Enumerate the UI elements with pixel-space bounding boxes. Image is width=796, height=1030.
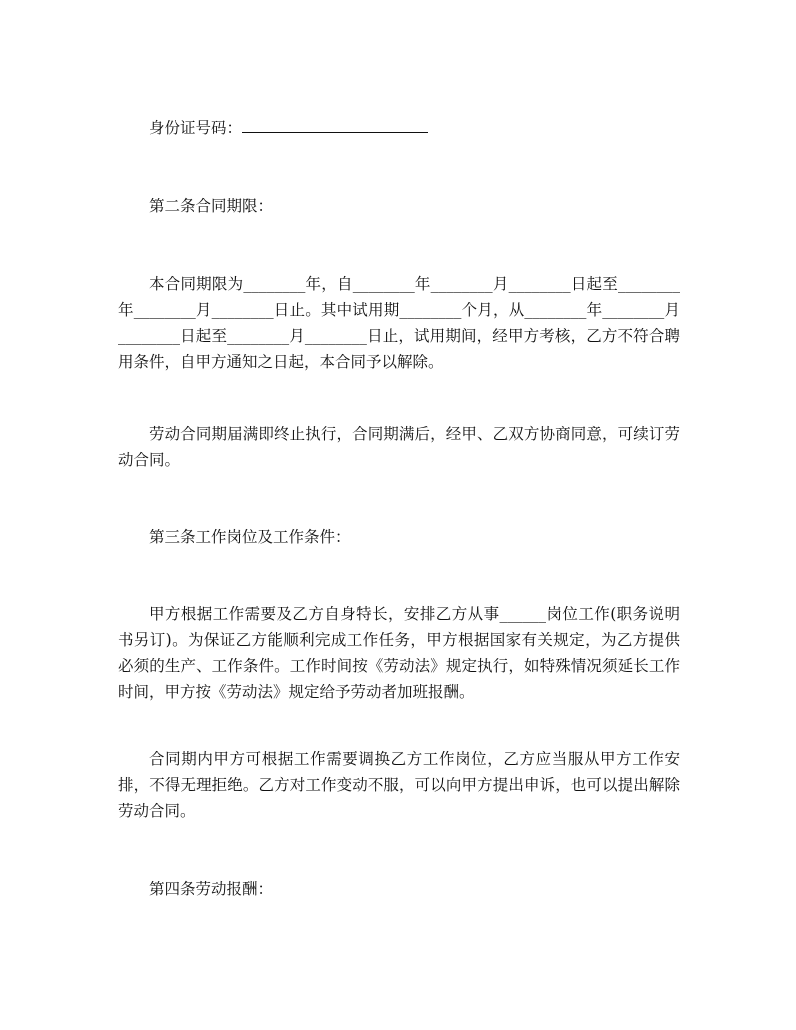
id-number-line bbox=[149, 115, 428, 141]
article-2-paragraph-term: 本合同期限为________年，自________年________月________日起至________年________月________日止。其中试用期________个月，从________年________月________日起至________月________日止，试用期间，经甲方考核，乙方不符合聘用条件，自甲方通知之日起，本合同予以解除。 bbox=[118, 275, 680, 371]
article-3-paragraph-transfer: 合同期内甲方可根据工作需要调换乙方工作岗位，乙方应当服从甲方工作安排，不得无理拒绝。乙方对工作变动不服，可以向甲方提出申诉，也可以提出解除劳动合同。 bbox=[118, 750, 680, 820]
article-2-paragraph-renewal: 劳动合同期届满即终止执行，合同期满后，经甲、乙双方协商同意，可续订劳动合同。 bbox=[118, 425, 680, 469]
article-3-paragraph-position: 甲方根据工作需要及乙方自身特长，安排乙方从事______岗位工作(职务说明书另订)。为保证乙方能顺利完成工作任务，甲方根据国家有关规定，为乙方提供必须的生产、工作条件。工作时间按《劳动法》规定执行，如特殊情况须延长工作时间，甲方按《劳动法》规定给予劳动者加班报酬。 bbox=[118, 605, 680, 701]
id-number-blank bbox=[242, 118, 428, 133]
article-2-title: 第二条合同期限： bbox=[149, 197, 274, 215]
id-number-label: 身份证号码： bbox=[149, 119, 243, 137]
article-3-title: 第三条工作岗位及工作条件： bbox=[149, 528, 351, 546]
article-4-title: 第四条劳动报酬： bbox=[149, 880, 274, 898]
